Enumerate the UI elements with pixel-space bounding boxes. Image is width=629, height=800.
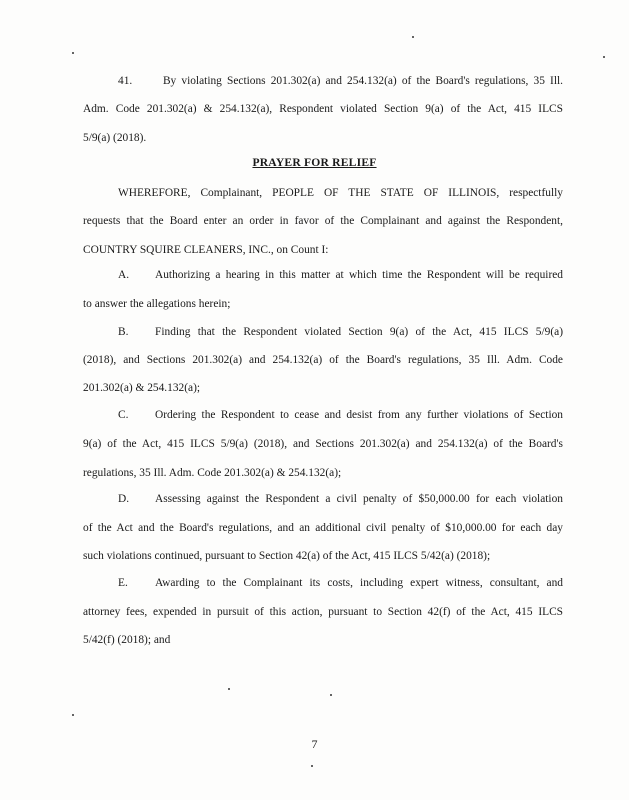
item-b-line-2: (2018), and Sections 201.302(a) and 254.132(a) of the Board's regulations, 35 Ill. Adm. Code: [83, 354, 563, 366]
item-d-letter: D.: [118, 493, 130, 505]
section-heading: PRAYER FOR RELIEF: [252, 156, 377, 169]
item-b-line-1: [118, 325, 563, 339]
wherefore-line-3: COUNTRY SQUIRE CLEANERS, INC., on Count I:: [83, 244, 329, 256]
wherefore-line-1: WHEREFORE, Complainant, PEOPLE OF THE STATE OF ILLINOIS, respectfully: [118, 187, 563, 199]
item-c-letter: C.: [118, 409, 129, 421]
item-c-line-3: regulations, 35 Ill. Adm. Code 201.302(a) & 254.132(a);: [83, 467, 342, 479]
item-e-line-3: 5/42(f) (2018); and: [83, 634, 171, 646]
item-e-line-2: attorney fees, expended in pursuit of this action, pursuant to Section 42(f) of the Act, 415 ILCS: [83, 606, 563, 618]
page-number: 7: [311, 737, 318, 751]
item-d-line-2: of the Act and the Board's regulations, and an additional civil penalty of $10,000.00 for each day: [83, 522, 563, 534]
item-d-text: Assessing against the Respondent a civil penalty of $50,000.00 for each violation: [155, 493, 563, 505]
para-41-line-1: 41. By violating Sections 201.302(a) and 254.132(a) of the Board's regulations, 35 Ill.: [118, 75, 563, 87]
item-a-line-2: to answer the allegations herein;: [83, 298, 231, 310]
item-b-text: Finding that the Respondent violated Section 9(a) of the Act, 415 ILCS 5/9(a): [155, 326, 563, 338]
item-e-letter: E.: [118, 577, 128, 589]
item-c-line-1: [118, 408, 563, 422]
scan-speck: [330, 694, 332, 696]
item-e-text: Awarding to the Complainant its costs, including expert witness, consultant, and: [155, 577, 563, 589]
wherefore-line-2: requests that the Board enter an order in favor of the Complainant and against the Respondent,: [83, 215, 563, 227]
scan-speck: [72, 52, 74, 54]
scan-speck: [603, 56, 605, 58]
item-c-text: Ordering the Respondent to cease and desist from any further violations of Section: [155, 409, 563, 421]
item-a-letter: A.: [118, 269, 130, 281]
scan-speck: [311, 765, 313, 767]
item-d-line-3: such violations continued, pursuant to Section 42(a) of the Act, 415 ILCS 5/42(a) (2018);: [83, 550, 491, 562]
item-e-line-1: [118, 576, 563, 590]
item-d-line-1: [118, 492, 563, 506]
para-41-line-2: Adm. Code 201.302(a) & 254.132(a), Respondent violated Section 9(a) of the Act, 415 ILCS: [83, 103, 563, 115]
scan-speck: [228, 688, 230, 690]
item-a-text: Authorizing a hearing in this matter at which time the Respondent will be required: [155, 269, 563, 281]
para-41-line-3: 5/9(a) (2018).: [83, 132, 147, 144]
item-c-line-2: 9(a) of the Act, 415 ILCS 5/9(a) (2018), and Sections 201.302(a) and 254.132(a) of the Board's: [83, 438, 563, 450]
item-b-letter: B.: [118, 326, 129, 338]
scan-speck: [412, 36, 414, 38]
item-a-line-1: [118, 268, 563, 282]
scan-speck: [72, 714, 74, 716]
item-b-line-3: 201.302(a) & 254.132(a);: [83, 382, 201, 394]
